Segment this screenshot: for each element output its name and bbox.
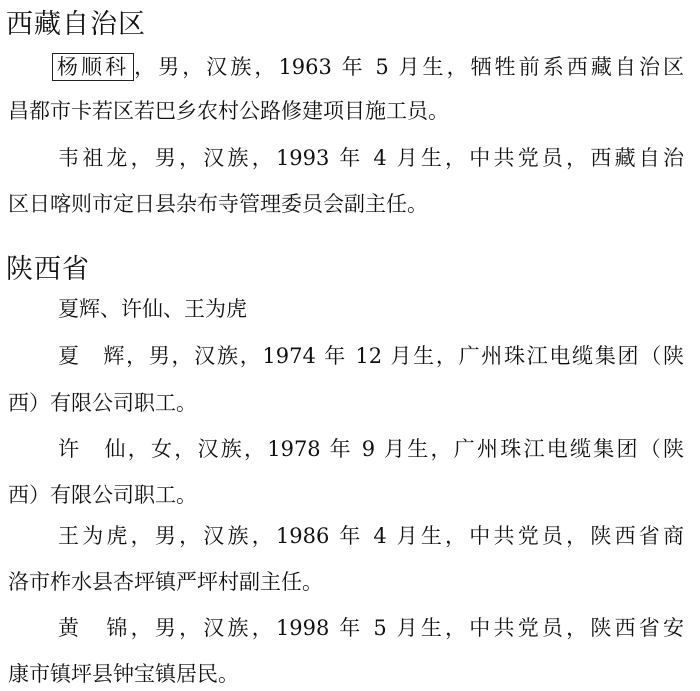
- paragraph-line: 昌都市卡若区若巴乡农村公路修建项目施工员。: [8, 99, 449, 123]
- highlighted-name: 杨顺科: [52, 53, 134, 81]
- paragraph-line: 韦祖龙，男，汉族，1993 年 4 月生，中共党员，西藏自治: [58, 146, 684, 170]
- paragraph-line: 区日喀则市定日县杂布寺管理委员会副主任。: [8, 192, 428, 216]
- paragraph-line: 王为虎，男，汉族，1986 年 4 月生，中共党员，陕西省商: [58, 524, 684, 548]
- paragraph-line: [58, 52, 684, 82]
- paragraph-line: 黄 锦，男，汉族，1998 年 5 月生，中共党员，陕西省安: [58, 616, 684, 640]
- paragraph-line: 西）有限公司职工。: [8, 483, 197, 507]
- paragraph-line: 许 仙，女，汉族，1978 年 9 月生，广州珠江电缆集团（陕: [58, 437, 684, 461]
- paragraph-line: 西）有限公司职工。: [8, 391, 197, 415]
- paragraph-line: 洛市柞水县杏坪镇严坪村副主任。: [8, 570, 323, 594]
- paragraph-text: ，男，汉族，1963 年 5 月生，牺牲前系西藏自治区: [134, 55, 684, 79]
- section-heading-shaanxi: 陕西省: [6, 254, 90, 285]
- paragraph-line: 夏辉、许仙、王为虎: [58, 297, 247, 321]
- paragraph-line: 康市镇坪县钟宝镇居民。: [8, 662, 239, 686]
- section-heading-xizang: 西藏自治区: [6, 9, 146, 40]
- paragraph-line: 夏 辉，男，汉族，1974 年 12 月生，广州珠江电缆集团（陕: [58, 344, 684, 368]
